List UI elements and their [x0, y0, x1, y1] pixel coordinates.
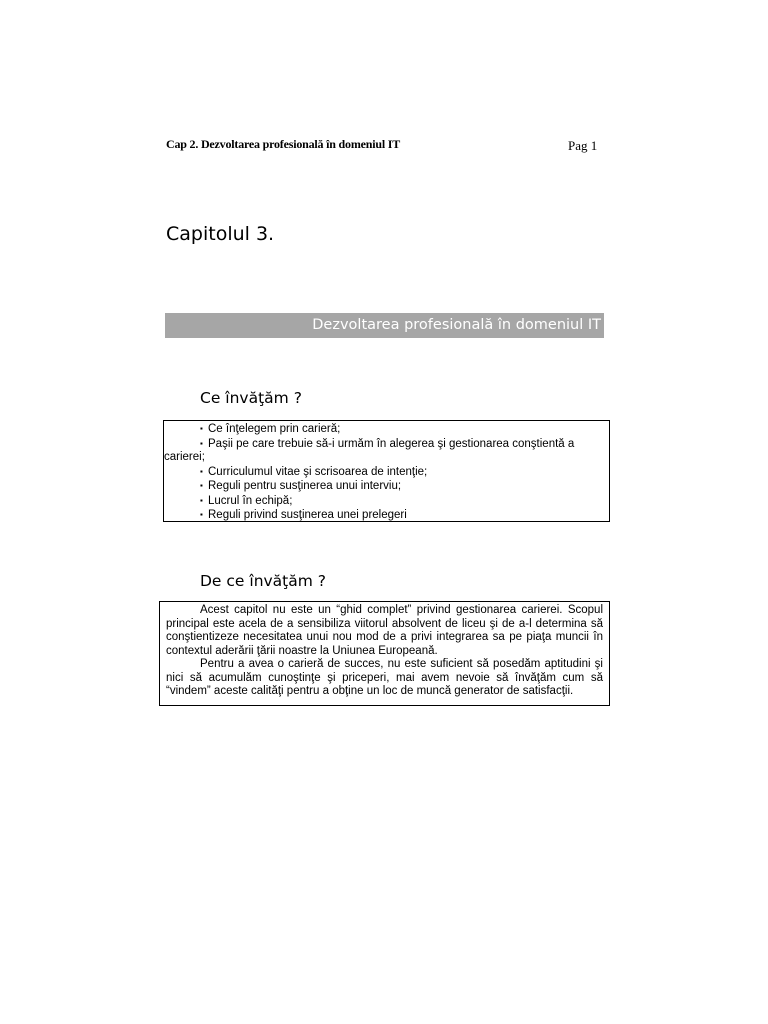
reason-paragraph: Pentru a avea o carieră de succes, nu este suficient să posedăm aptitudini şi nici să acumulăm cunoştinţe şi priceperi, mai avem nevoie să învăţăm cum să “vindem” aceste calităţi pentru a obţine un loc de muncă generator de satisfacţii.: [166, 658, 603, 697]
objective-text: Lucrul în echipă;: [208, 494, 293, 507]
objective-item: [200, 479, 603, 494]
objective-text: Paşii pe care trebuie să-i urmăm în alegerea şi gestionarea conştientă a: [208, 437, 575, 450]
objectives-heading: Ce învăţăm ?: [200, 389, 302, 407]
chapter-banner: [165, 313, 604, 338]
bullet-icon: ▪: [200, 424, 203, 433]
objectives-box: [163, 420, 610, 522]
objective-item: [200, 508, 603, 523]
running-header-chapter: Cap 2. Dezvoltarea profesională în domeniul IT: [166, 137, 401, 151]
reasons-heading: De ce învăţăm ?: [200, 572, 327, 590]
objective-item-continuation: carierei;: [164, 451, 205, 463]
bullet-icon: ▪: [200, 438, 203, 448]
objective-text: Curriculumul vitae şi scrisoarea de intenţie;: [208, 465, 428, 478]
chapter-title: Capitolul 3.: [166, 223, 275, 245]
objective-item: [200, 494, 603, 509]
reasons-box: [159, 601, 610, 706]
bullet-icon: ▪: [200, 466, 203, 476]
reason-paragraph: Acest capitol nu este un “ghid complet” privind gestionarea carierei. Scopul principal este acela de a sensibiliza viitorul absolvent de liceu şi de a-l determina să conştientizeze necesitatea unui nou mod de a privi integrarea sa pe piaţa muncii în contextul aderării ţării noastre la Uniunea Europeană.: [166, 604, 603, 657]
objective-item: [200, 465, 603, 480]
bullet-icon: ▪: [200, 510, 203, 519]
page-number: Pag 1: [568, 138, 598, 153]
objective-text: Reguli pentru susţinerea unui interviu;: [208, 480, 402, 492]
objective-text: Reguli privind susţinerea unei prelegeri: [208, 509, 407, 521]
objective-item: [200, 437, 603, 452]
chapter-banner-title: Dezvoltarea profesională în domeniul IT: [312, 317, 601, 333]
bullet-icon: ▪: [200, 495, 203, 505]
objective-text: Ce înţelegem prin carieră;: [208, 423, 341, 435]
objective-item: [200, 422, 603, 437]
bullet-icon: ▪: [200, 481, 203, 490]
